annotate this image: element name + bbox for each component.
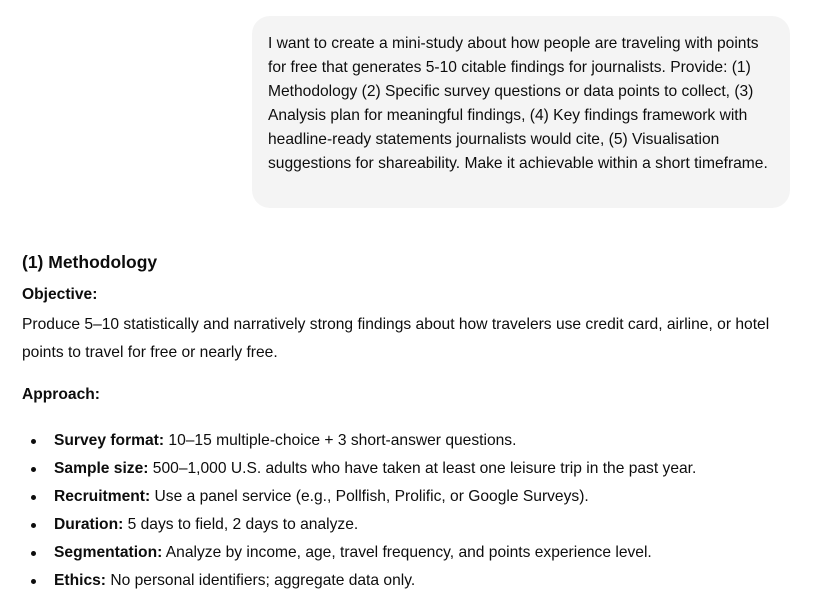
list-item-term: Segmentation: [54, 544, 163, 561]
list-item [22, 511, 802, 539]
bullet-icon [31, 495, 36, 500]
user-message-bubble [252, 16, 790, 208]
list-item [22, 539, 802, 567]
bullet-icon [31, 439, 36, 444]
bullet-icon [31, 551, 36, 556]
bullet-icon [31, 467, 36, 472]
approach-label: Approach: [22, 386, 100, 403]
bullet-icon [31, 523, 36, 528]
list-item-term: Duration: [54, 516, 124, 533]
objective-label: Objective: [22, 286, 98, 303]
objective-text: Produce 5–10 statistically and narratively strong findings about how travelers use credit card, airline, or hotel points to travel for free or nearly free. [22, 316, 770, 361]
list-item-term: Recruitment: [54, 488, 151, 505]
list-item-text: No personal identifiers; aggregate data only. [106, 572, 416, 589]
list-item [22, 455, 802, 483]
section-heading-methodology: (1) Methodology [22, 252, 158, 272]
list-item-term: Sample size: [54, 460, 149, 477]
list-item-text: 500–1,000 U.S. adults who have taken at least one leisure trip in the past year. [148, 460, 697, 477]
list-item-text: 5 days to field, 2 days to analyze. [123, 516, 359, 533]
list-item-text: Use a panel service (e.g., Pollfish, Prolific, or Google Surveys). [150, 488, 589, 505]
list-item [22, 483, 802, 511]
list-item-term: Ethics: [54, 572, 106, 589]
list-item-term: Survey format: [54, 432, 165, 449]
bullet-icon [31, 579, 36, 584]
approach-list [22, 427, 802, 595]
list-item [22, 427, 802, 455]
assistant-response [22, 248, 802, 595]
list-item-text: 10–15 multiple-choice + 3 short-answer questions. [164, 432, 517, 449]
list-item [22, 567, 802, 595]
user-message-text: I want to create a mini-study about how people are traveling with points for free that generates 5-10 citable findings for journalists. Provide: (1) Methodology (2) Specific survey questions or data points to collect, (3) Analysis plan for meaningful findings, (4) Key findings framework with headline-ready statements journalists would cite, (5) Visualisation suggestions for shareability. Make it achievable within a short timeframe. [268, 35, 768, 172]
list-item-text: Analyze by income, age, travel frequency, and points experience level. [162, 544, 652, 561]
